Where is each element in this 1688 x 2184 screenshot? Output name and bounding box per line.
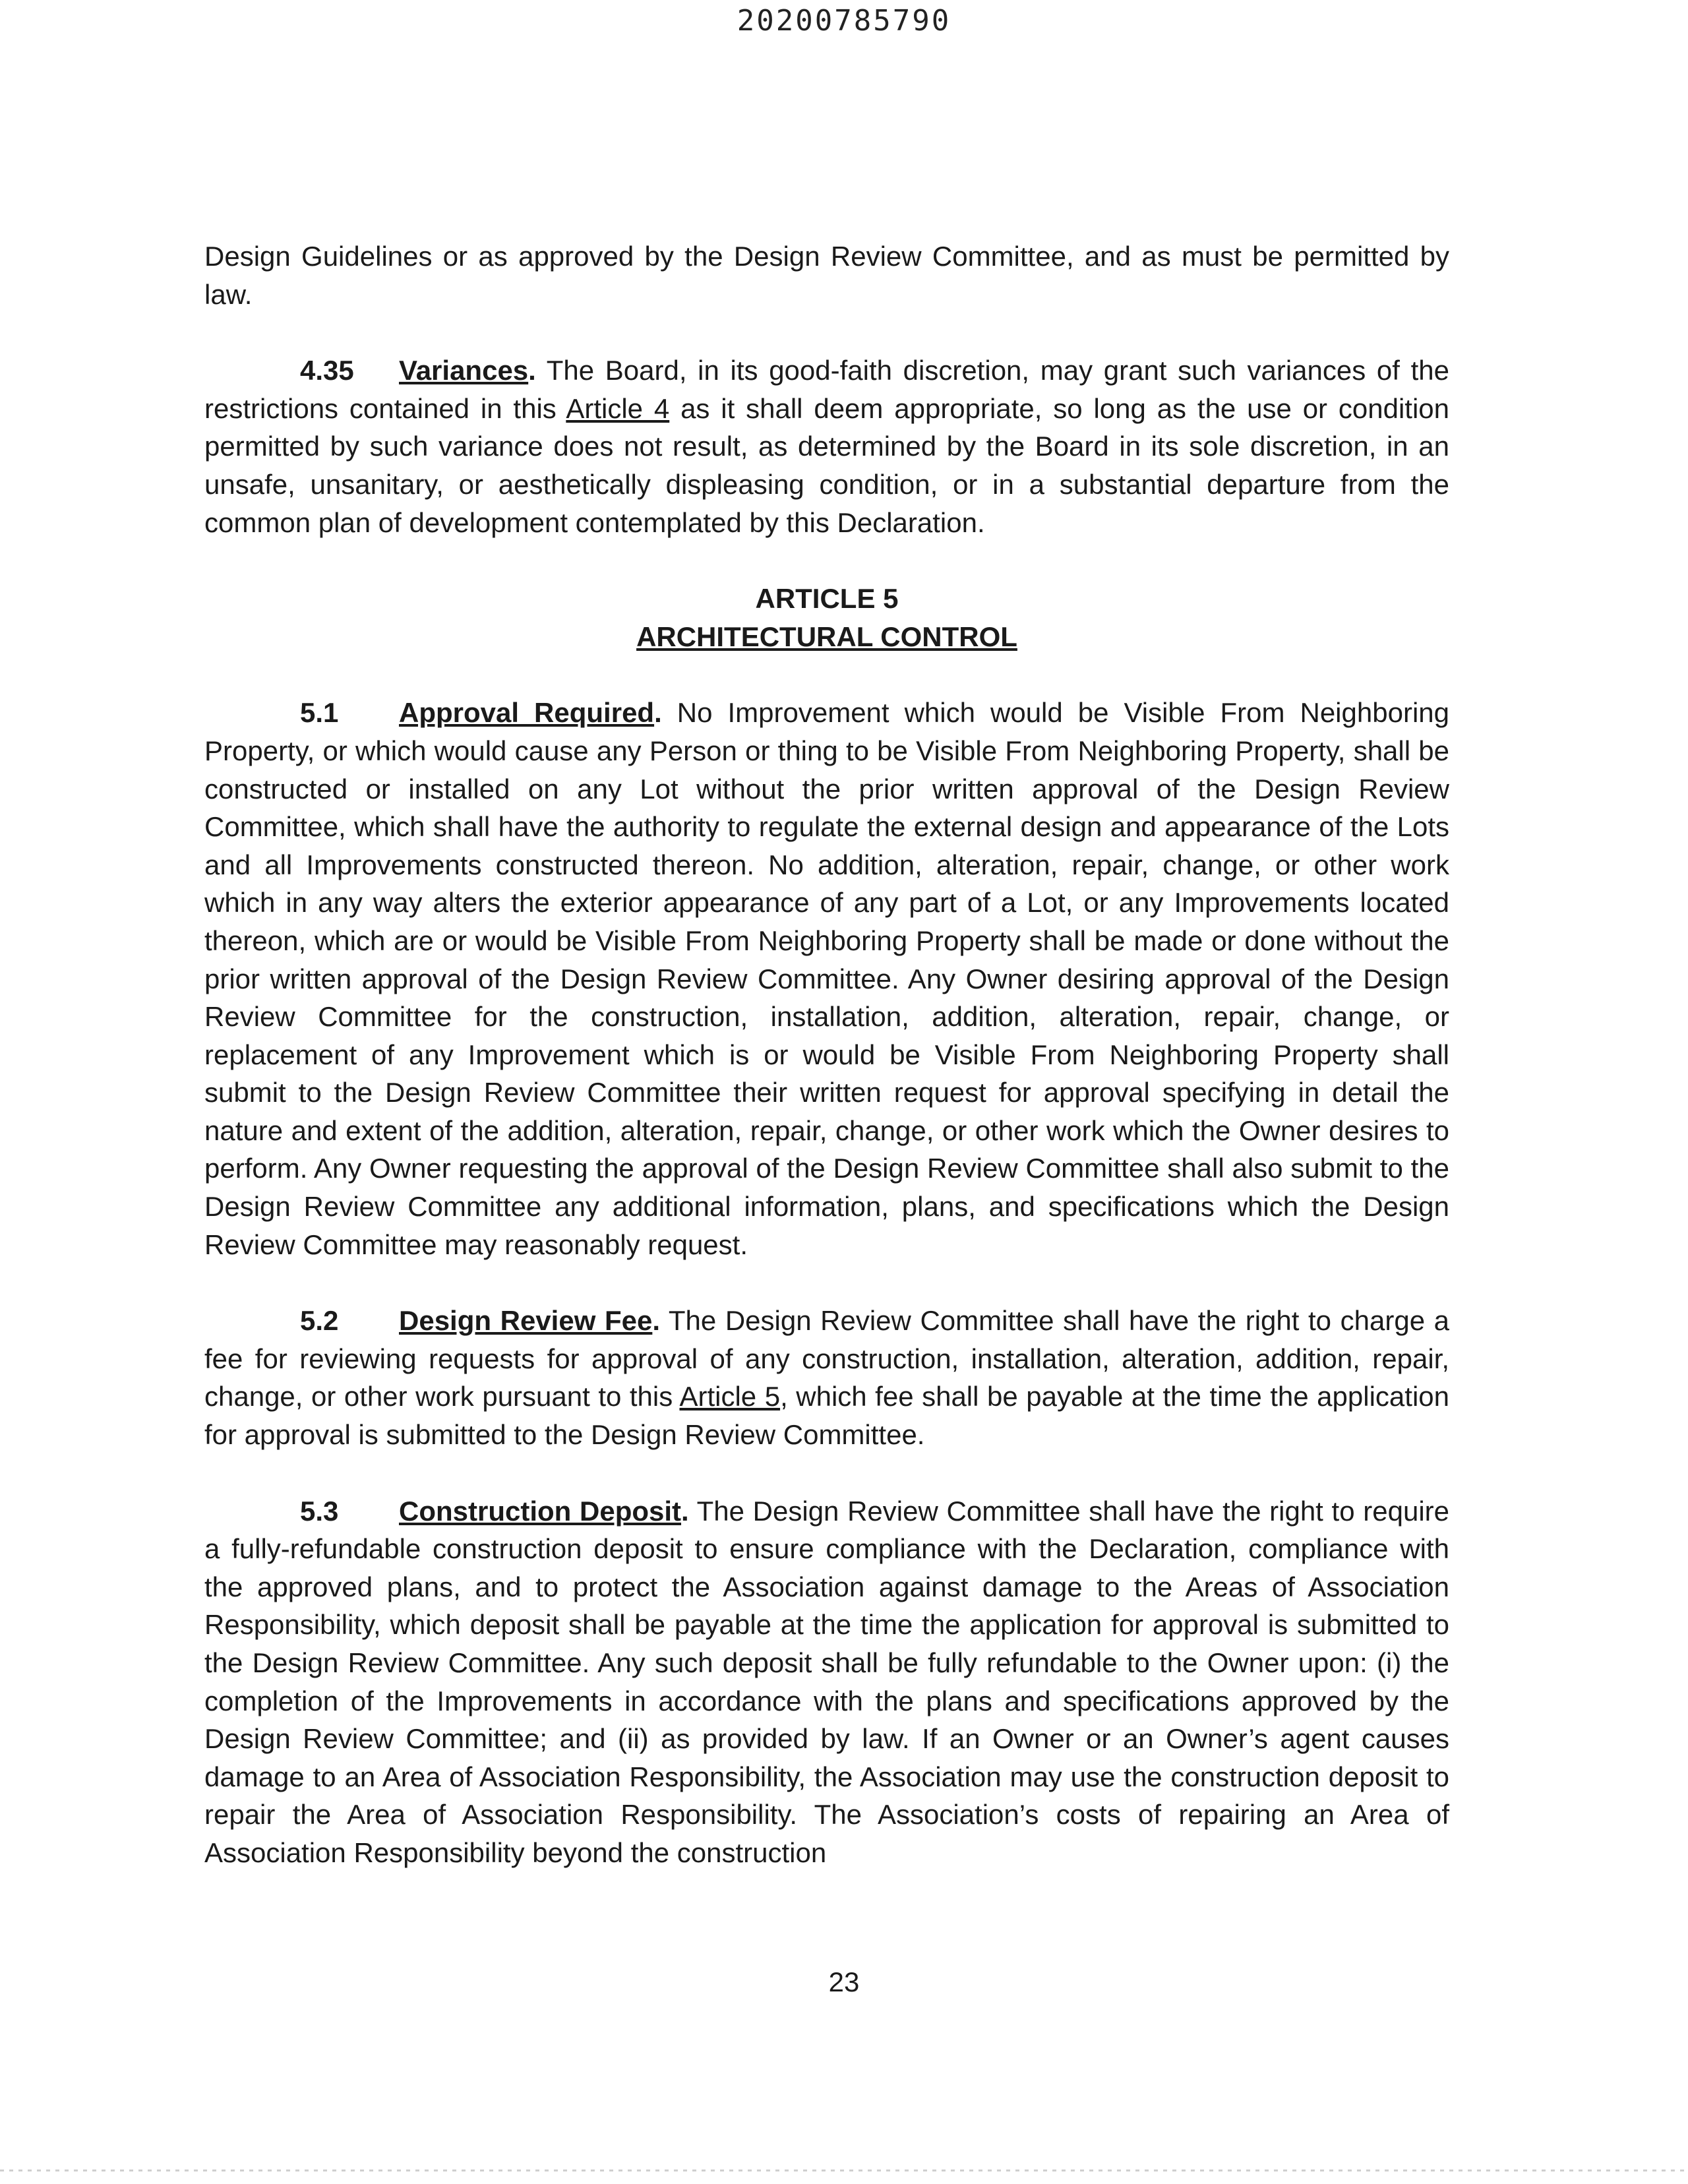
section-title: Construction Deposit <box>399 1495 682 1527</box>
section-4-35 <box>204 351 1449 541</box>
section-text: , which fee shall be payable at the time the application for approval is submitted to the Design Review Committee. <box>204 1381 1449 1451</box>
continuation-paragraph: Design Guidelines or as approved by the Design Review Committee, and as must be permitted by law. <box>204 241 1449 310</box>
section-text: The Design Review Committee shall have the right to charge a fee for reviewing requests for approval of any construction, installation, alteration, addition, repair, change, or other work pursuant to this <box>204 1305 1449 1412</box>
section-number: 5.1 <box>300 697 339 729</box>
section-5-1 <box>204 694 1449 1263</box>
page-body <box>204 237 1449 1872</box>
section-text: as it shall deem appropriate, so long as the use or condition permitted by such variance does not result, as determined by the Board in its sole discretion, in an unsafe, unsanitary, or aesthetically displeasing condition, or in a substantial departure from the common plan of development contemplated by this Declaration. <box>204 392 1450 538</box>
section-title: Design Review Fee <box>399 1305 653 1337</box>
section-text: The Design Review Committee shall have the right to require a fully-refundable construction deposit to ensure compliance with the Declaration, compliance with the approved plans, and to protect the Association against damage to the Areas of Association Responsibility, which deposit shall be payable at the time the application for approval is submitted to the Design Review Committee. Any such deposit shall be fully refundable to the Owner upon: (i) the completion of the Improvements in accordance with the plans and specifications approved by the Design Review Committee; and (ii) as provided by law. If an Owner or an Owner’s agent causes damage to an Area of Association Responsibility, the Association may use the construction deposit to repair the Area of Association Responsibility. The Association’s costs of repairing an Area of Association Responsibility beyond the construction <box>204 1495 1449 1868</box>
section-number: 4.35 <box>300 355 354 386</box>
section-title-period: . <box>681 1495 689 1527</box>
article-heading <box>204 580 1449 655</box>
document-number: 20200785790 <box>737 4 951 38</box>
section-number: 5.3 <box>300 1495 339 1527</box>
scan-edge-line <box>0 2169 1688 2171</box>
section-text: The Board, in its good-faith discretion, may grant such variances of the restrictions contained in this <box>204 355 1449 424</box>
article-reference: Article 5 <box>679 1381 781 1412</box>
section-title: Variances <box>399 355 529 386</box>
article-reference: Article 4 <box>566 392 670 424</box>
section-text: No Improvement which would be Visible From Neighboring Property, or which would cause any Person or thing to be Visible From Neighboring Property, shall be constructed or installed on any Lot without the prior written approval of the Design Review Committee, which shall have the authority to regulate the external design and appearance of the Lots and all Improvements constructed thereon. No addition, alteration, repair, change, or other work which in any way alters the exterior appearance of any part of a Lot, or any Improvements located thereon, which are or would be Visible From Neighboring Property shall be made or done without the prior written approval of the Design Review Committee. Any Owner desiring approval of the Design Review Committee for the construction, installation, addition, alteration, repair, change, or replacement of any Improvement which is or would be Visible From Neighboring Property shall submit to the Design Review Committee their written request for approval specifying in detail the nature and extent of the addition, alteration, repair, change, or other work which the Owner desires to perform. Any Owner requesting the approval of the Design Review Committee shall also submit to the Design Review Committee any additional information, plans, and specifications which the Design Review Committee may reasonably request. <box>204 697 1449 1260</box>
section-title-period: . <box>528 355 536 386</box>
section-5-2 <box>204 1302 1449 1453</box>
article-label: ARTICLE 5 <box>755 583 899 615</box>
section-title-period: . <box>652 1305 661 1337</box>
section-title-period: . <box>654 697 662 729</box>
page-number: 23 <box>828 1966 860 1997</box>
section-number: 5.2 <box>300 1305 339 1337</box>
article-title: ARCHITECTURAL CONTROL <box>636 621 1017 652</box>
section-5-3 <box>204 1492 1449 1872</box>
section-title: Approval Required <box>399 697 655 729</box>
